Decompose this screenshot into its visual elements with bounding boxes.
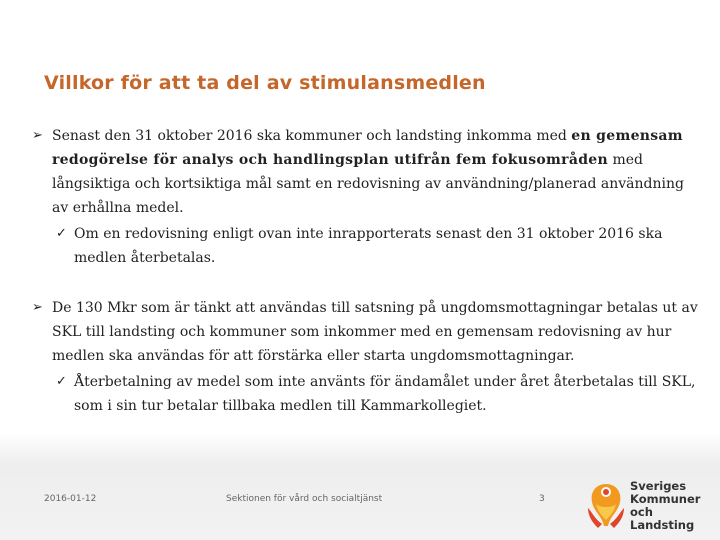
check-bullet-icon: ✓: [56, 374, 67, 389]
sub-bullet-2: [32, 370, 700, 418]
sub-bullet-1-text: Om en redovisning enligt ovan inte inrapporterats senast den 31 oktober 2016 ska medlen återbetalas.: [74, 226, 663, 266]
footer-date: 2016-01-12: [44, 494, 97, 504]
bullet-1-text-bold: en gemensam redogörelse för analys och handlingsplan utifrån fem fokusområden: [52, 128, 683, 168]
arrow-bullet-icon: ➢: [32, 300, 43, 315]
footer-page-number: 3: [539, 494, 545, 504]
bullet-2: [32, 296, 700, 368]
skl-logo-icon: [584, 478, 628, 534]
skl-logo: [584, 478, 714, 534]
skl-logo-text: [630, 480, 714, 532]
logo-line-1: Sveriges: [630, 479, 687, 493]
check-bullet-icon: ✓: [56, 226, 67, 241]
logo-line-3: och Landsting: [630, 505, 695, 532]
logo-line-2: Kommuner: [630, 492, 701, 506]
sub-bullet-2-text: Återbetalning av medel som inte använts för ändamålet under året återbetalas till SKL, som i sin tur betalar tillbaka medlen till Kammarkollegiet.: [74, 374, 696, 414]
bullet-1-text-before: Senast den 31 oktober 2016 ska kommuner och landsting inkomma med: [52, 128, 572, 144]
footer-section: Sektionen för vård och socialtjänst: [226, 494, 383, 504]
arrow-bullet-icon: ➢: [32, 128, 43, 143]
slide-title: Villkor för att ta del av stimulansmedlen: [44, 72, 486, 94]
sub-bullet-1: [32, 222, 700, 270]
bullet-1: [32, 124, 700, 220]
slide-content: [32, 124, 700, 418]
bullet-2-text: De 130 Mkr som är tänkt att användas till satsning på ungdomsmottagningar betalas ut av SKL till landsting och kommuner som inkommer med en gemensam redovisning av hur medlen ska användas för att förstärka eller starta ungdomsmottagningar.: [52, 300, 698, 364]
bullet-1-text-after: med långsiktiga och kortsiktiga mål samt en redovisning av användning/planerad användning av erhållna medel.: [52, 152, 684, 216]
